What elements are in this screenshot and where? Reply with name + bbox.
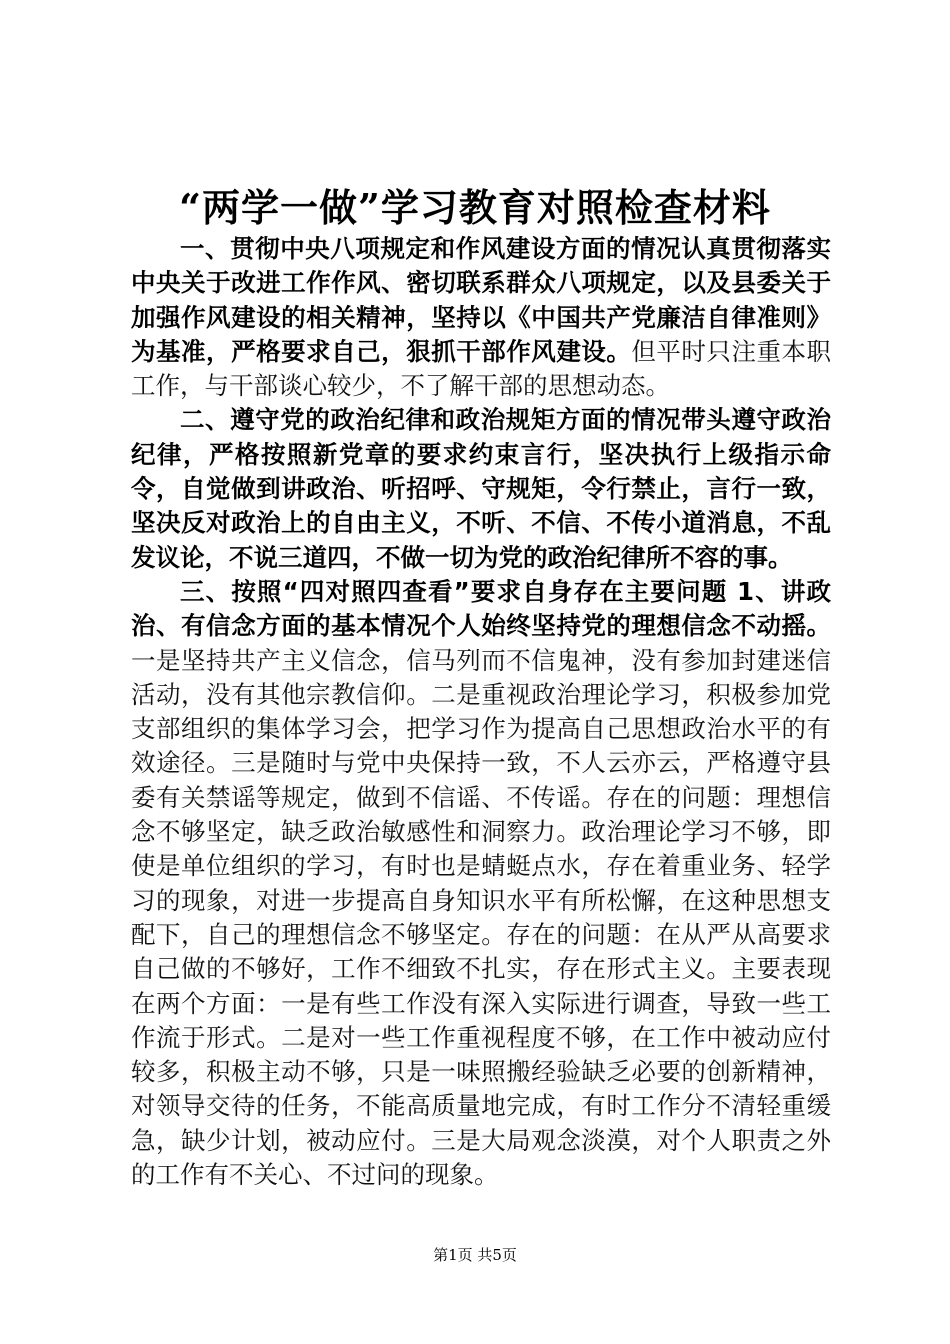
paragraph-1-bold-text: 一、贯彻中央八项规定和作风建设方面的情况认真贯彻落实中央关于改进工作作风、密切联系群众八项规定，以及县委关于加强作风建设的相关精神，坚持以《中国共产党廉洁自律准则》为基准，严格要求自己，狠抓干部作风建设。 bbox=[131, 234, 831, 366]
page-number-footer: 第1页 共5页 bbox=[433, 1246, 517, 1264]
document-body bbox=[131, 232, 831, 1192]
paragraph-1 bbox=[131, 232, 831, 403]
paragraph-3-bold-text: 三、按照“四对照四查看”要求自身存在主要问题 1、讲政治、有信念方面的基本情况个人始终坚持党的理想信念不动摇。 bbox=[131, 576, 831, 641]
paragraph-2-bold-text: 二、遵守党的政治纪律和政治规矩方面的情况带头遵守政治纪律，严格按照新党章的要求约束言行，坚决执行上级指示命令，自觉做到讲政治、听招呼、守规矩，令行禁止，言行一致，坚决反对政治上的自由主义，不听、不信、不传小道消息，不乱发议论，不说三道四，不做一切为党的政治纪律所不容的事。 bbox=[131, 405, 831, 572]
document-title: “两学一做”学习教育对照检查材料 bbox=[179, 185, 771, 230]
paragraph-1-body-text: 但平时只注重本职工作，与干部谈心较少，不了解干部的思想动态。 bbox=[131, 336, 832, 401]
paragraph-3-body-text: 一是坚持共产主义信念，信马列而不信鬼神，没有参加封建迷信活动，没有其他宗教信仰。二是重视政治理论学习，积极参加党支部组织的集体学习会，把学习作为提高自己思想政治水平的有效途径。三是随时与党中央保持一致，不人云亦云，严格遵守县委有关禁谣等规定，做到不信谣、不传谣。存在的问题：理想信念不够坚定，缺乏政治敏感性和洞察力。政治理论学习不够，即使是单位组织的学习，有时也是蜻蜓点水，存在着重业务、轻学习的现象，对进一步提高自身知识水平有所松懈，在这种思想支配下，自己的理想信念不够坚定。存在的问题：在从严从高要求自己做的不够好，工作不细致不扎实，存在形式主义。主要表现在两个方面：一是有些工作没有深入实际进行调查，导致一些工作流于形式。二是对一些工作重视程度不够，在工作中被动应付较多，积极主动不够，只是一味照搬经验缺乏必要的创新精神，对领导交待的任务，不能高质量地完成，有时工作分不清轻重缓急，缺少计划，被动应付。三是大局观念淡漠，对个人职责之外的工作有不关心、不过问的现象。 bbox=[131, 645, 831, 1190]
paragraph-2 bbox=[131, 403, 831, 574]
paragraph-3 bbox=[131, 575, 831, 1192]
